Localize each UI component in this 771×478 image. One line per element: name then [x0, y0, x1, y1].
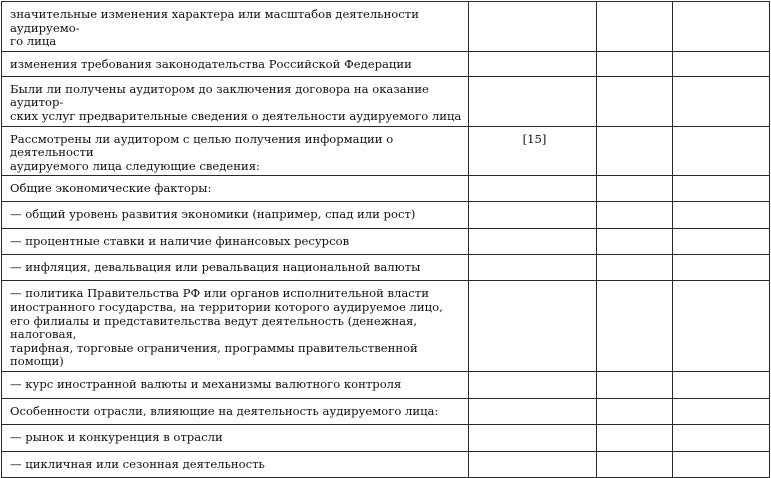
row-description: — цикличная или сезонная деятельность	[2, 451, 469, 477]
row-description: — рынок и конкуренция в отрасли	[2, 424, 469, 451]
row-cell-empty	[673, 451, 770, 477]
row-description: Были ли получены аудитором до заключения договора на оказание аудитор- ских услуг предварительные сведения о деятельности аудируемого лица	[2, 76, 469, 126]
row-cell-empty	[673, 424, 770, 451]
row-reference	[469, 371, 597, 398]
row-cell-empty	[597, 51, 673, 76]
row-cell-empty	[597, 2, 673, 52]
row-cell-empty	[597, 176, 673, 202]
table-row	[2, 51, 770, 76]
table-row	[2, 451, 770, 477]
row-cell-empty	[597, 371, 673, 398]
table-row	[2, 281, 770, 372]
row-reference: [15]	[469, 126, 597, 176]
row-reference	[469, 451, 597, 477]
row-description: — курс иностранной валюты и механизмы валютного контроля	[2, 371, 469, 398]
row-cell-empty	[597, 255, 673, 281]
table-row	[2, 398, 770, 424]
audit-checklist-table	[1, 1, 770, 478]
row-cell-empty	[597, 398, 673, 424]
row-reference	[469, 281, 597, 372]
row-cell-empty	[597, 126, 673, 176]
row-reference	[469, 176, 597, 202]
row-description: — общий уровень развития экономики (например, спад или рост)	[2, 202, 469, 229]
row-reference	[469, 76, 597, 126]
row-cell-empty	[597, 281, 673, 372]
row-description: Рассмотрены ли аудитором с целью получения информации о деятельности аудируемого лица следующие сведения:	[2, 126, 469, 176]
row-reference	[469, 2, 597, 52]
row-reference	[469, 202, 597, 229]
row-reference	[469, 424, 597, 451]
row-cell-empty	[673, 398, 770, 424]
row-cell-empty	[673, 126, 770, 176]
row-cell-empty	[673, 281, 770, 372]
row-cell-empty	[597, 424, 673, 451]
row-cell-empty	[673, 51, 770, 76]
table-row	[2, 2, 770, 52]
table-row	[2, 176, 770, 202]
table-row	[2, 255, 770, 281]
row-cell-empty	[673, 202, 770, 229]
row-reference	[469, 51, 597, 76]
table-row	[2, 126, 770, 176]
row-cell-empty	[597, 76, 673, 126]
row-description: — политика Правительства РФ или органов исполнительной власти иностранного государства, на территории которого аудируемое лицо, его филиалы и представительства ведут деятельность (денежная, налоговая, тарифная, торговые ограничения, программы правительственной помощи)	[2, 281, 469, 372]
table-row	[2, 229, 770, 255]
row-cell-empty	[673, 371, 770, 398]
row-cell-empty	[673, 76, 770, 126]
row-description: Особенности отрасли, влияющие на деятельность аудируемого лица:	[2, 398, 469, 424]
row-cell-empty	[673, 176, 770, 202]
row-cell-empty	[597, 451, 673, 477]
table-row	[2, 76, 770, 126]
table-row	[2, 371, 770, 398]
row-reference	[469, 229, 597, 255]
row-cell-empty	[673, 255, 770, 281]
row-description: изменения требования законодательства Российской Федерации	[2, 51, 469, 76]
table-row	[2, 202, 770, 229]
table-row	[2, 424, 770, 451]
row-reference	[469, 255, 597, 281]
row-cell-empty	[597, 202, 673, 229]
row-description: значительные изменения характера или масштабов деятельности аудируемо- го лица	[2, 2, 469, 52]
row-description: — инфляция, девальвация или ревальвация национальной валюты	[2, 255, 469, 281]
row-cell-empty	[597, 229, 673, 255]
row-reference	[469, 398, 597, 424]
row-cell-empty	[673, 229, 770, 255]
row-description: — процентные ставки и наличие финансовых ресурсов	[2, 229, 469, 255]
row-description: Общие экономические факторы:	[2, 176, 469, 202]
row-cell-empty	[673, 2, 770, 52]
